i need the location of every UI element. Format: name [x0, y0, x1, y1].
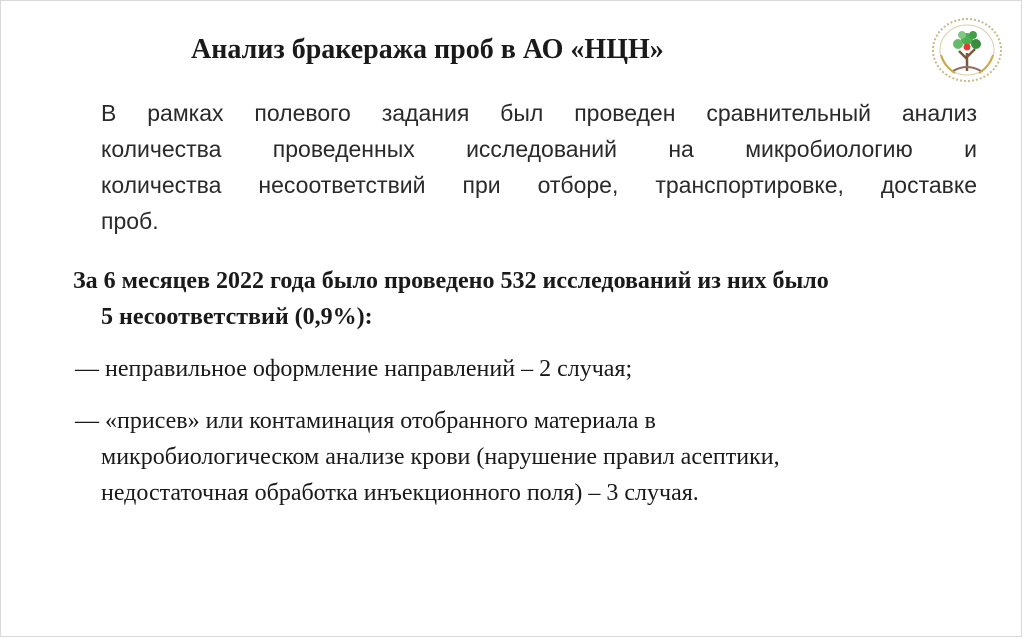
- list-item-line: недостаточная обработка инъекционного поля) – 3 случая.: [101, 480, 699, 506]
- intro-line: количества проведенных исследований на микробиологию и: [101, 136, 977, 162]
- summary-statement: [73, 263, 993, 335]
- tree-emblem-icon: [929, 15, 1005, 85]
- list-item: [75, 403, 995, 511]
- intro-paragraph: [101, 95, 977, 239]
- list-item-line: — неправильное оформление направлений – 2 случая;: [75, 356, 633, 382]
- intro-line: проб.: [101, 208, 159, 234]
- summary-line: 5 несоответствий (0,9%):: [101, 304, 373, 330]
- list-item: [75, 351, 995, 387]
- intro-line: В рамках полевого задания был проведен сравнительный анализ: [101, 100, 977, 126]
- list-item-line: микробиологическом анализе крови (нарушение правил асептики,: [101, 444, 780, 470]
- list-item-line: — «присев» или контаминация отобранного материала в: [75, 408, 656, 434]
- intro-line: количества несоответствий при отборе, транспортировке, доставке: [101, 172, 977, 198]
- page-title: Анализ бракеража проб в АО «НЦН»: [191, 34, 664, 65]
- summary-line: За 6 месяцев 2022 года было проведено 532 исследований из них было: [73, 268, 829, 294]
